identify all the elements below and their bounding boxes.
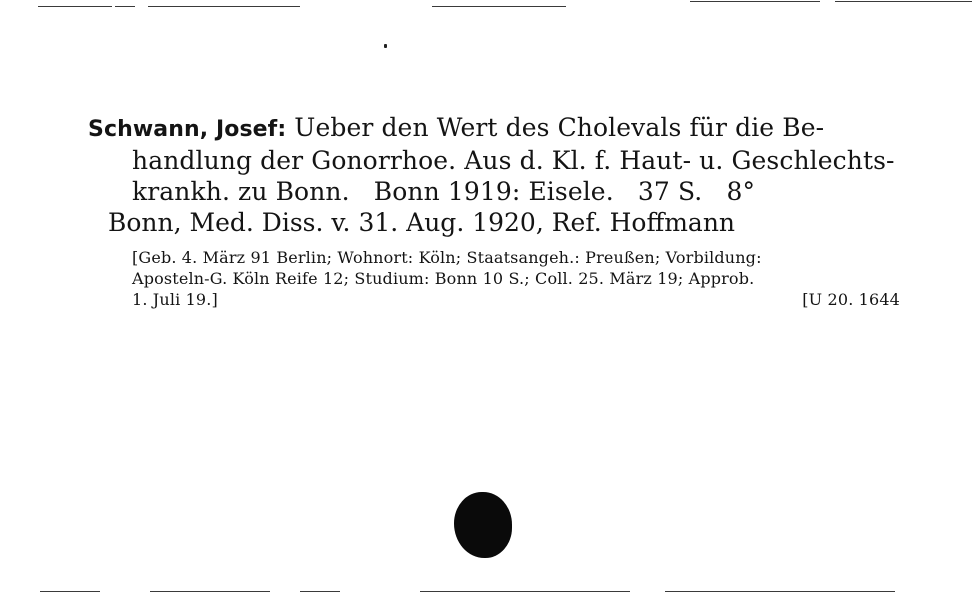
top-edge-rule [432, 6, 566, 7]
title-line-3: krankh. zu Bonn. Bonn 1919: Eisele. 37 S. 8° [132, 177, 756, 206]
bibliographic-entry [88, 112, 900, 310]
title-line-2: handlung der Gonorrhoe. Aus d. Kl. f. Haut- u. Geschlechts- [132, 146, 895, 175]
notes-last-row [132, 289, 900, 310]
notes-line-2: Aposteln-G. Köln Reife 12; Studium: Bonn 10 S.; Coll. 25. März 19; Approb. [132, 269, 755, 288]
biographical-notes [88, 247, 900, 310]
top-edge-rule [148, 6, 300, 7]
bottom-edge-rule [665, 591, 895, 592]
author-name: Schwann, Josef: [88, 117, 287, 142]
dissertation-line: Bonn, Med. Diss. v. 31. Aug. 1920, Ref. Hoffmann [108, 208, 736, 237]
title-line-1: Ueber den Wert des Cholevals für die Be- [294, 113, 825, 142]
entry-title-block [88, 112, 900, 207]
top-edge-rule [38, 6, 112, 7]
bottom-edge-rule [40, 591, 100, 592]
top-edge-rule [115, 6, 135, 7]
notes-line-3: 1. Juli 19.] [132, 290, 218, 309]
catalog-number: [U 20. 1644 [802, 290, 900, 309]
bottom-edge-rule [420, 591, 630, 592]
bottom-edge-rule [150, 591, 270, 592]
top-edge-rule [835, 1, 972, 2]
notes-line-1: [Geb. 4. März 91 Berlin; Wohnort: Köln; Staatsangeh.: Preußen; Vorbildung: [132, 248, 762, 267]
bottom-edge-rule [300, 591, 340, 592]
card-punch-hole [454, 492, 512, 558]
ink-speck [384, 44, 387, 48]
top-edge-rule [690, 1, 820, 2]
